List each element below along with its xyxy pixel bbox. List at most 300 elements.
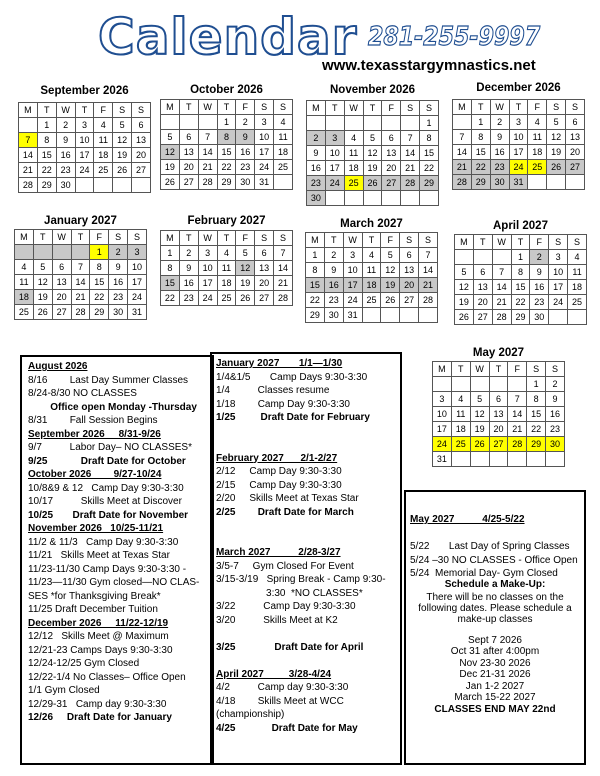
weekday-header: T xyxy=(75,103,94,118)
day-cell: 16 xyxy=(307,161,326,176)
note-line: 3:30 *NO CLASSES* xyxy=(216,587,363,599)
weekday-header: T xyxy=(325,101,344,116)
day-cell xyxy=(419,308,438,323)
weekday-header: T xyxy=(509,100,528,115)
day-cell: 10 xyxy=(325,146,344,161)
day-cell: 18 xyxy=(528,145,547,160)
day-cell: 1 xyxy=(37,118,56,133)
day-cell xyxy=(470,377,489,392)
day-cell: 5 xyxy=(363,131,382,146)
note-line: 12/26 Draft Date for January xyxy=(28,712,172,723)
note-line: May 2027 4/25-5/22 xyxy=(410,514,525,525)
day-cell: 22 xyxy=(90,290,109,305)
day-cell: 2 xyxy=(546,377,565,392)
makeup-line: following dates. Please schedule a xyxy=(418,602,572,614)
day-cell xyxy=(307,116,326,131)
day-cell xyxy=(94,178,113,193)
day-cell: 16 xyxy=(56,148,75,163)
note-line: 8/31 Fall Session Begins xyxy=(28,415,158,426)
weekday-header: T xyxy=(473,235,492,250)
day-cell: 14 xyxy=(419,263,438,278)
day-cell xyxy=(179,115,198,130)
month-grid xyxy=(452,99,585,190)
day-cell: 7 xyxy=(19,133,38,148)
weekday-header: S xyxy=(566,100,585,115)
day-cell: 2 xyxy=(56,118,75,133)
day-cell: 10 xyxy=(198,261,217,276)
day-cell: 26 xyxy=(381,293,400,308)
day-cell: 3 xyxy=(75,118,94,133)
weekday-header: M xyxy=(453,100,472,115)
day-cell: 23 xyxy=(530,295,549,310)
day-cell: 10 xyxy=(75,133,94,148)
day-cell: 23 xyxy=(546,422,565,437)
day-cell: 9 xyxy=(530,265,549,280)
day-cell: 17 xyxy=(75,148,94,163)
day-cell: 14 xyxy=(19,148,38,163)
day-cell: 22 xyxy=(161,291,180,306)
day-cell: 17 xyxy=(128,275,147,290)
phone-number: 281-255-9997 xyxy=(368,22,541,52)
note-line: (championship) xyxy=(216,709,285,720)
day-cell: 30 xyxy=(530,310,549,325)
day-cell: 31 xyxy=(343,308,362,323)
day-cell xyxy=(132,178,151,193)
weekday-header: S xyxy=(420,101,439,116)
day-cell: 7 xyxy=(198,130,217,145)
day-cell: 15 xyxy=(511,280,530,295)
day-cell: 28 xyxy=(419,293,438,308)
note-line: 4/18 Skills Meet at WCC xyxy=(216,695,344,707)
day-cell: 12 xyxy=(236,261,255,276)
note-line: 11/23-11/30 Camp Days 9:30-3:30 - xyxy=(28,563,187,575)
day-cell: 25 xyxy=(451,437,470,452)
day-cell: 21 xyxy=(492,295,511,310)
weekday-header: S xyxy=(401,101,420,116)
note-line: 3/20 Skills Meet at K2 xyxy=(216,614,338,626)
day-cell: 29 xyxy=(511,310,530,325)
day-cell: 23 xyxy=(490,160,509,175)
makeup-section xyxy=(406,578,584,715)
day-cell: 24 xyxy=(433,437,452,452)
day-cell: 29 xyxy=(420,176,439,191)
day-cell: 4 xyxy=(344,131,363,146)
day-cell: 29 xyxy=(306,308,325,323)
weekday-header: F xyxy=(382,101,401,116)
weekday-header: F xyxy=(508,362,527,377)
day-cell: 23 xyxy=(56,163,75,178)
day-cell: 21 xyxy=(419,278,438,293)
day-cell: 15 xyxy=(471,145,490,160)
day-cell xyxy=(489,377,508,392)
day-cell xyxy=(492,250,511,265)
day-cell: 5 xyxy=(547,115,566,130)
weekday-header: W xyxy=(343,233,362,248)
day-cell: 17 xyxy=(509,145,528,160)
day-cell xyxy=(33,245,52,260)
day-cell: 2 xyxy=(307,131,326,146)
day-cell xyxy=(455,250,474,265)
day-cell: 1 xyxy=(511,250,530,265)
note-line: March 2027 2/28-3/27 xyxy=(216,547,341,558)
day-cell: 2 xyxy=(109,245,128,260)
day-cell: 6 xyxy=(382,131,401,146)
note-line: Office open Monday -Thursday xyxy=(28,401,197,413)
day-cell xyxy=(362,308,381,323)
weekday-header: M xyxy=(161,231,180,246)
note-line: 3/25 Draft Date for April xyxy=(216,641,364,653)
day-cell: 19 xyxy=(455,295,474,310)
month-title: November 2026 xyxy=(329,84,416,96)
day-cell: 30 xyxy=(56,178,75,193)
day-cell: 2 xyxy=(324,248,343,263)
day-cell: 28 xyxy=(508,437,527,452)
note-line: October 2026 9/27-10/24 xyxy=(28,469,162,480)
day-cell xyxy=(547,175,566,190)
day-cell: 14 xyxy=(401,146,420,161)
day-cell xyxy=(420,191,439,206)
makeup-date: Jan 1-2 2027 xyxy=(465,680,525,692)
weekday-header: S xyxy=(109,230,128,245)
day-cell: 8 xyxy=(217,130,236,145)
day-cell xyxy=(489,452,508,467)
day-cell: 19 xyxy=(161,160,180,175)
day-cell: 1 xyxy=(161,246,180,261)
day-cell xyxy=(451,452,470,467)
day-cell xyxy=(528,175,547,190)
day-cell: 8 xyxy=(420,131,439,146)
day-cell: 26 xyxy=(363,176,382,191)
day-cell xyxy=(344,191,363,206)
day-cell: 20 xyxy=(566,145,585,160)
month-title: May 2027 xyxy=(472,347,525,359)
day-cell: 1 xyxy=(306,248,325,263)
day-cell: 12 xyxy=(33,275,52,290)
day-cell: 13 xyxy=(473,280,492,295)
day-cell: 17 xyxy=(549,280,568,295)
day-cell: 18 xyxy=(451,422,470,437)
makeup-date: Sept 7 2026 xyxy=(468,634,522,646)
weekday-header: M xyxy=(161,100,180,115)
day-cell: 21 xyxy=(198,160,217,175)
note-line: 5/24 –30 NO CLASSES - Office Open xyxy=(410,554,578,566)
note-line: 2/15 Camp Day 9:30-3:30 xyxy=(216,479,342,491)
day-cell: 2 xyxy=(179,246,198,261)
day-cell: 4 xyxy=(362,248,381,263)
weekday-header: T xyxy=(363,101,382,116)
day-cell: 19 xyxy=(363,161,382,176)
note-line: 3/5-7 Gym Closed For Event xyxy=(216,560,354,572)
day-cell xyxy=(19,118,38,133)
weekday-header: S xyxy=(274,231,293,246)
day-cell: 5 xyxy=(33,260,52,275)
day-cell: 21 xyxy=(71,290,90,305)
day-cell: 6 xyxy=(179,130,198,145)
note-line: 5/22 Last Day of Spring Classes xyxy=(410,541,570,552)
day-cell: 13 xyxy=(52,275,71,290)
day-cell: 4 xyxy=(568,250,587,265)
day-cell: 28 xyxy=(401,176,420,191)
day-cell: 4 xyxy=(528,115,547,130)
note-line: 3/15-3/19 Spring Break - Camp 9:30- xyxy=(216,574,386,585)
day-cell: 3 xyxy=(433,392,452,407)
day-cell: 15 xyxy=(90,275,109,290)
month-grid xyxy=(305,232,438,323)
day-cell xyxy=(568,310,587,325)
day-cell: 25 xyxy=(217,291,236,306)
day-cell: 14 xyxy=(453,145,472,160)
day-cell: 27 xyxy=(132,163,151,178)
day-cell xyxy=(363,116,382,131)
day-cell xyxy=(71,245,90,260)
note-line: 10/8&9 & 12 Camp Day 9:30-3:30 xyxy=(28,482,184,494)
day-cell: 26 xyxy=(547,160,566,175)
note-line: 8/24-8/30 NO CLASSES xyxy=(28,388,137,399)
day-cell: 10 xyxy=(433,407,452,422)
note-line: 5/24 Memorial Day- Gym Closed xyxy=(410,568,558,579)
day-cell: 31 xyxy=(433,452,452,467)
weekday-header: M xyxy=(455,235,474,250)
day-cell xyxy=(381,308,400,323)
day-cell: 14 xyxy=(198,145,217,160)
day-cell: 11 xyxy=(451,407,470,422)
day-cell: 9 xyxy=(56,133,75,148)
day-cell: 15 xyxy=(37,148,56,163)
day-cell: 31 xyxy=(128,305,147,320)
day-cell: 20 xyxy=(52,290,71,305)
weekday-header: W xyxy=(198,100,217,115)
day-cell: 12 xyxy=(113,133,132,148)
note-line xyxy=(216,438,400,452)
day-cell: 1 xyxy=(217,115,236,130)
weekday-header: T xyxy=(71,230,90,245)
weekday-header: S xyxy=(128,230,147,245)
note-line xyxy=(216,654,400,668)
day-cell: 14 xyxy=(508,407,527,422)
day-cell: 14 xyxy=(71,275,90,290)
day-cell: 27 xyxy=(473,310,492,325)
day-cell: 13 xyxy=(400,263,419,278)
day-cell: 14 xyxy=(492,280,511,295)
day-cell: 27 xyxy=(382,176,401,191)
day-cell: 23 xyxy=(324,293,343,308)
day-cell: 21 xyxy=(274,276,293,291)
day-cell: 6 xyxy=(473,265,492,280)
day-cell: 9 xyxy=(324,263,343,278)
day-cell: 3 xyxy=(325,131,344,146)
day-cell: 26 xyxy=(470,437,489,452)
day-cell: 30 xyxy=(307,191,326,206)
day-cell: 23 xyxy=(179,291,198,306)
notes-left xyxy=(28,360,212,725)
day-cell: 26 xyxy=(161,175,180,190)
weekday-header: S xyxy=(274,100,293,115)
weekday-header: M xyxy=(15,230,34,245)
day-cell: 1 xyxy=(90,245,109,260)
weekday-header: T xyxy=(471,100,490,115)
day-cell: 16 xyxy=(179,276,198,291)
day-cell: 20 xyxy=(382,161,401,176)
day-cell: 27 xyxy=(400,293,419,308)
day-cell: 12 xyxy=(547,130,566,145)
day-cell: 11 xyxy=(15,275,34,290)
weekday-header: T xyxy=(362,233,381,248)
weekday-header: M xyxy=(19,103,38,118)
day-cell: 6 xyxy=(566,115,585,130)
classes-end-note: CLASSES END MAY 22nd xyxy=(434,703,556,715)
day-cell: 17 xyxy=(198,276,217,291)
weekday-header: W xyxy=(344,101,363,116)
day-cell: 11 xyxy=(568,265,587,280)
day-cell: 26 xyxy=(33,305,52,320)
day-cell: 19 xyxy=(547,145,566,160)
day-cell: 15 xyxy=(161,276,180,291)
note-line: 1/4&1/5 Camp Days 9:30-3:30 xyxy=(216,371,368,383)
day-cell: 2 xyxy=(530,250,549,265)
month-title: April 2027 xyxy=(493,220,548,232)
day-cell: 31 xyxy=(255,175,274,190)
day-cell: 9 xyxy=(307,146,326,161)
day-cell: 7 xyxy=(508,392,527,407)
note-line: 2/25 Draft Date for March xyxy=(216,506,354,518)
weekday-header: W xyxy=(470,362,489,377)
weekday-header: T xyxy=(489,362,508,377)
day-cell: 16 xyxy=(490,145,509,160)
note-line: 1/25 Draft Date for February xyxy=(216,412,370,423)
day-cell: 5 xyxy=(381,248,400,263)
day-cell: 15 xyxy=(217,145,236,160)
note-line: 3/22 Camp Day 9:30-3:30 xyxy=(216,601,356,612)
day-cell: 8 xyxy=(471,130,490,145)
day-cell: 23 xyxy=(109,290,128,305)
note-line: 4/25 Draft Date for May xyxy=(216,722,358,734)
day-cell: 13 xyxy=(255,261,274,276)
day-cell: 25 xyxy=(274,160,293,175)
day-cell xyxy=(508,377,527,392)
note-line: 11/21 Skills Meet at Texas Star xyxy=(28,550,170,561)
day-cell xyxy=(113,178,132,193)
day-cell: 18 xyxy=(362,278,381,293)
day-cell: 22 xyxy=(37,163,56,178)
weekday-header: T xyxy=(179,231,198,246)
day-cell: 20 xyxy=(132,148,151,163)
makeup-date: Nov 23-30 2026 xyxy=(459,657,531,669)
day-cell: 12 xyxy=(363,146,382,161)
note-line: 1/4 Classes resume xyxy=(216,385,330,396)
note-line: 4/2 Camp day 9:30-3:30 xyxy=(216,682,349,693)
weekday-header: S xyxy=(255,231,274,246)
weekday-header: S xyxy=(568,235,587,250)
weekday-header: W xyxy=(198,231,217,246)
day-cell: 10 xyxy=(509,130,528,145)
day-cell: 11 xyxy=(94,133,113,148)
day-cell: 24 xyxy=(198,291,217,306)
day-cell: 16 xyxy=(530,280,549,295)
note-line: September 2026 8/31-9/26 xyxy=(28,428,161,440)
website-url: www.texasstargymnastics.net xyxy=(322,57,536,74)
day-cell: 28 xyxy=(71,305,90,320)
note-line: 12/21-23 Camps Days 9:30-3:30 xyxy=(28,644,173,656)
day-cell: 19 xyxy=(113,148,132,163)
weekday-header: S xyxy=(132,103,151,118)
note-line: 12/29-31 Camp day 9:30-3:30 xyxy=(28,698,167,710)
day-cell: 25 xyxy=(362,293,381,308)
day-cell: 17 xyxy=(433,422,452,437)
day-cell xyxy=(400,308,419,323)
day-cell: 31 xyxy=(509,175,528,190)
day-cell: 5 xyxy=(236,246,255,261)
day-cell: 3 xyxy=(255,115,274,130)
day-cell: 12 xyxy=(161,145,180,160)
day-cell xyxy=(52,245,71,260)
note-line: 11/2 & 11/3 Camp Day 9:30-3:30 xyxy=(28,536,179,548)
day-cell: 9 xyxy=(179,261,198,276)
day-cell: 9 xyxy=(546,392,565,407)
day-cell: 19 xyxy=(236,276,255,291)
day-cell xyxy=(75,178,94,193)
day-cell: 15 xyxy=(306,278,325,293)
month-grid xyxy=(160,230,293,306)
note-line: 2/12 Camp Day 9:30-3:30 xyxy=(216,466,342,477)
day-cell: 9 xyxy=(236,130,255,145)
day-cell: 9 xyxy=(109,260,128,275)
day-cell: 6 xyxy=(400,248,419,263)
day-cell: 13 xyxy=(566,130,585,145)
day-cell: 2 xyxy=(490,115,509,130)
day-cell: 16 xyxy=(546,407,565,422)
note-line: 8/16 Last Day Summer Classes xyxy=(28,374,189,386)
note-line: 12/22-1/4 No Classes– Office Open xyxy=(28,671,186,683)
weekday-header: S xyxy=(255,100,274,115)
makeup-date: Dec 21-31 2026 xyxy=(459,669,531,680)
day-cell: 16 xyxy=(236,145,255,160)
day-cell: 5 xyxy=(470,392,489,407)
day-cell: 10 xyxy=(549,265,568,280)
day-cell: 13 xyxy=(382,146,401,161)
day-cell: 19 xyxy=(33,290,52,305)
day-cell: 15 xyxy=(420,146,439,161)
day-cell: 4 xyxy=(94,118,113,133)
month-grid xyxy=(160,99,293,190)
day-cell: 28 xyxy=(19,178,38,193)
day-cell xyxy=(549,310,568,325)
month-grid xyxy=(432,361,565,467)
day-cell: 30 xyxy=(490,175,509,190)
makeup-line: make-up classes xyxy=(457,613,533,625)
day-cell: 2 xyxy=(236,115,255,130)
day-cell: 30 xyxy=(109,305,128,320)
day-cell: 15 xyxy=(527,407,546,422)
day-cell: 24 xyxy=(549,295,568,310)
day-cell: 13 xyxy=(132,133,151,148)
day-cell: 7 xyxy=(71,260,90,275)
weekday-header: F xyxy=(528,100,547,115)
day-cell: 6 xyxy=(132,118,151,133)
weekday-header: M xyxy=(433,362,452,377)
day-cell: 29 xyxy=(90,305,109,320)
day-cell: 24 xyxy=(75,163,94,178)
day-cell: 11 xyxy=(344,146,363,161)
day-cell: 17 xyxy=(325,161,344,176)
note-line: 10/25 Draft Date for November xyxy=(28,509,189,521)
weekday-header: T xyxy=(511,235,530,250)
day-cell: 11 xyxy=(362,263,381,278)
day-cell: 16 xyxy=(109,275,128,290)
month-title: September 2026 xyxy=(40,85,129,97)
day-cell: 27 xyxy=(179,175,198,190)
day-cell: 8 xyxy=(37,133,56,148)
day-cell: 5 xyxy=(455,265,474,280)
